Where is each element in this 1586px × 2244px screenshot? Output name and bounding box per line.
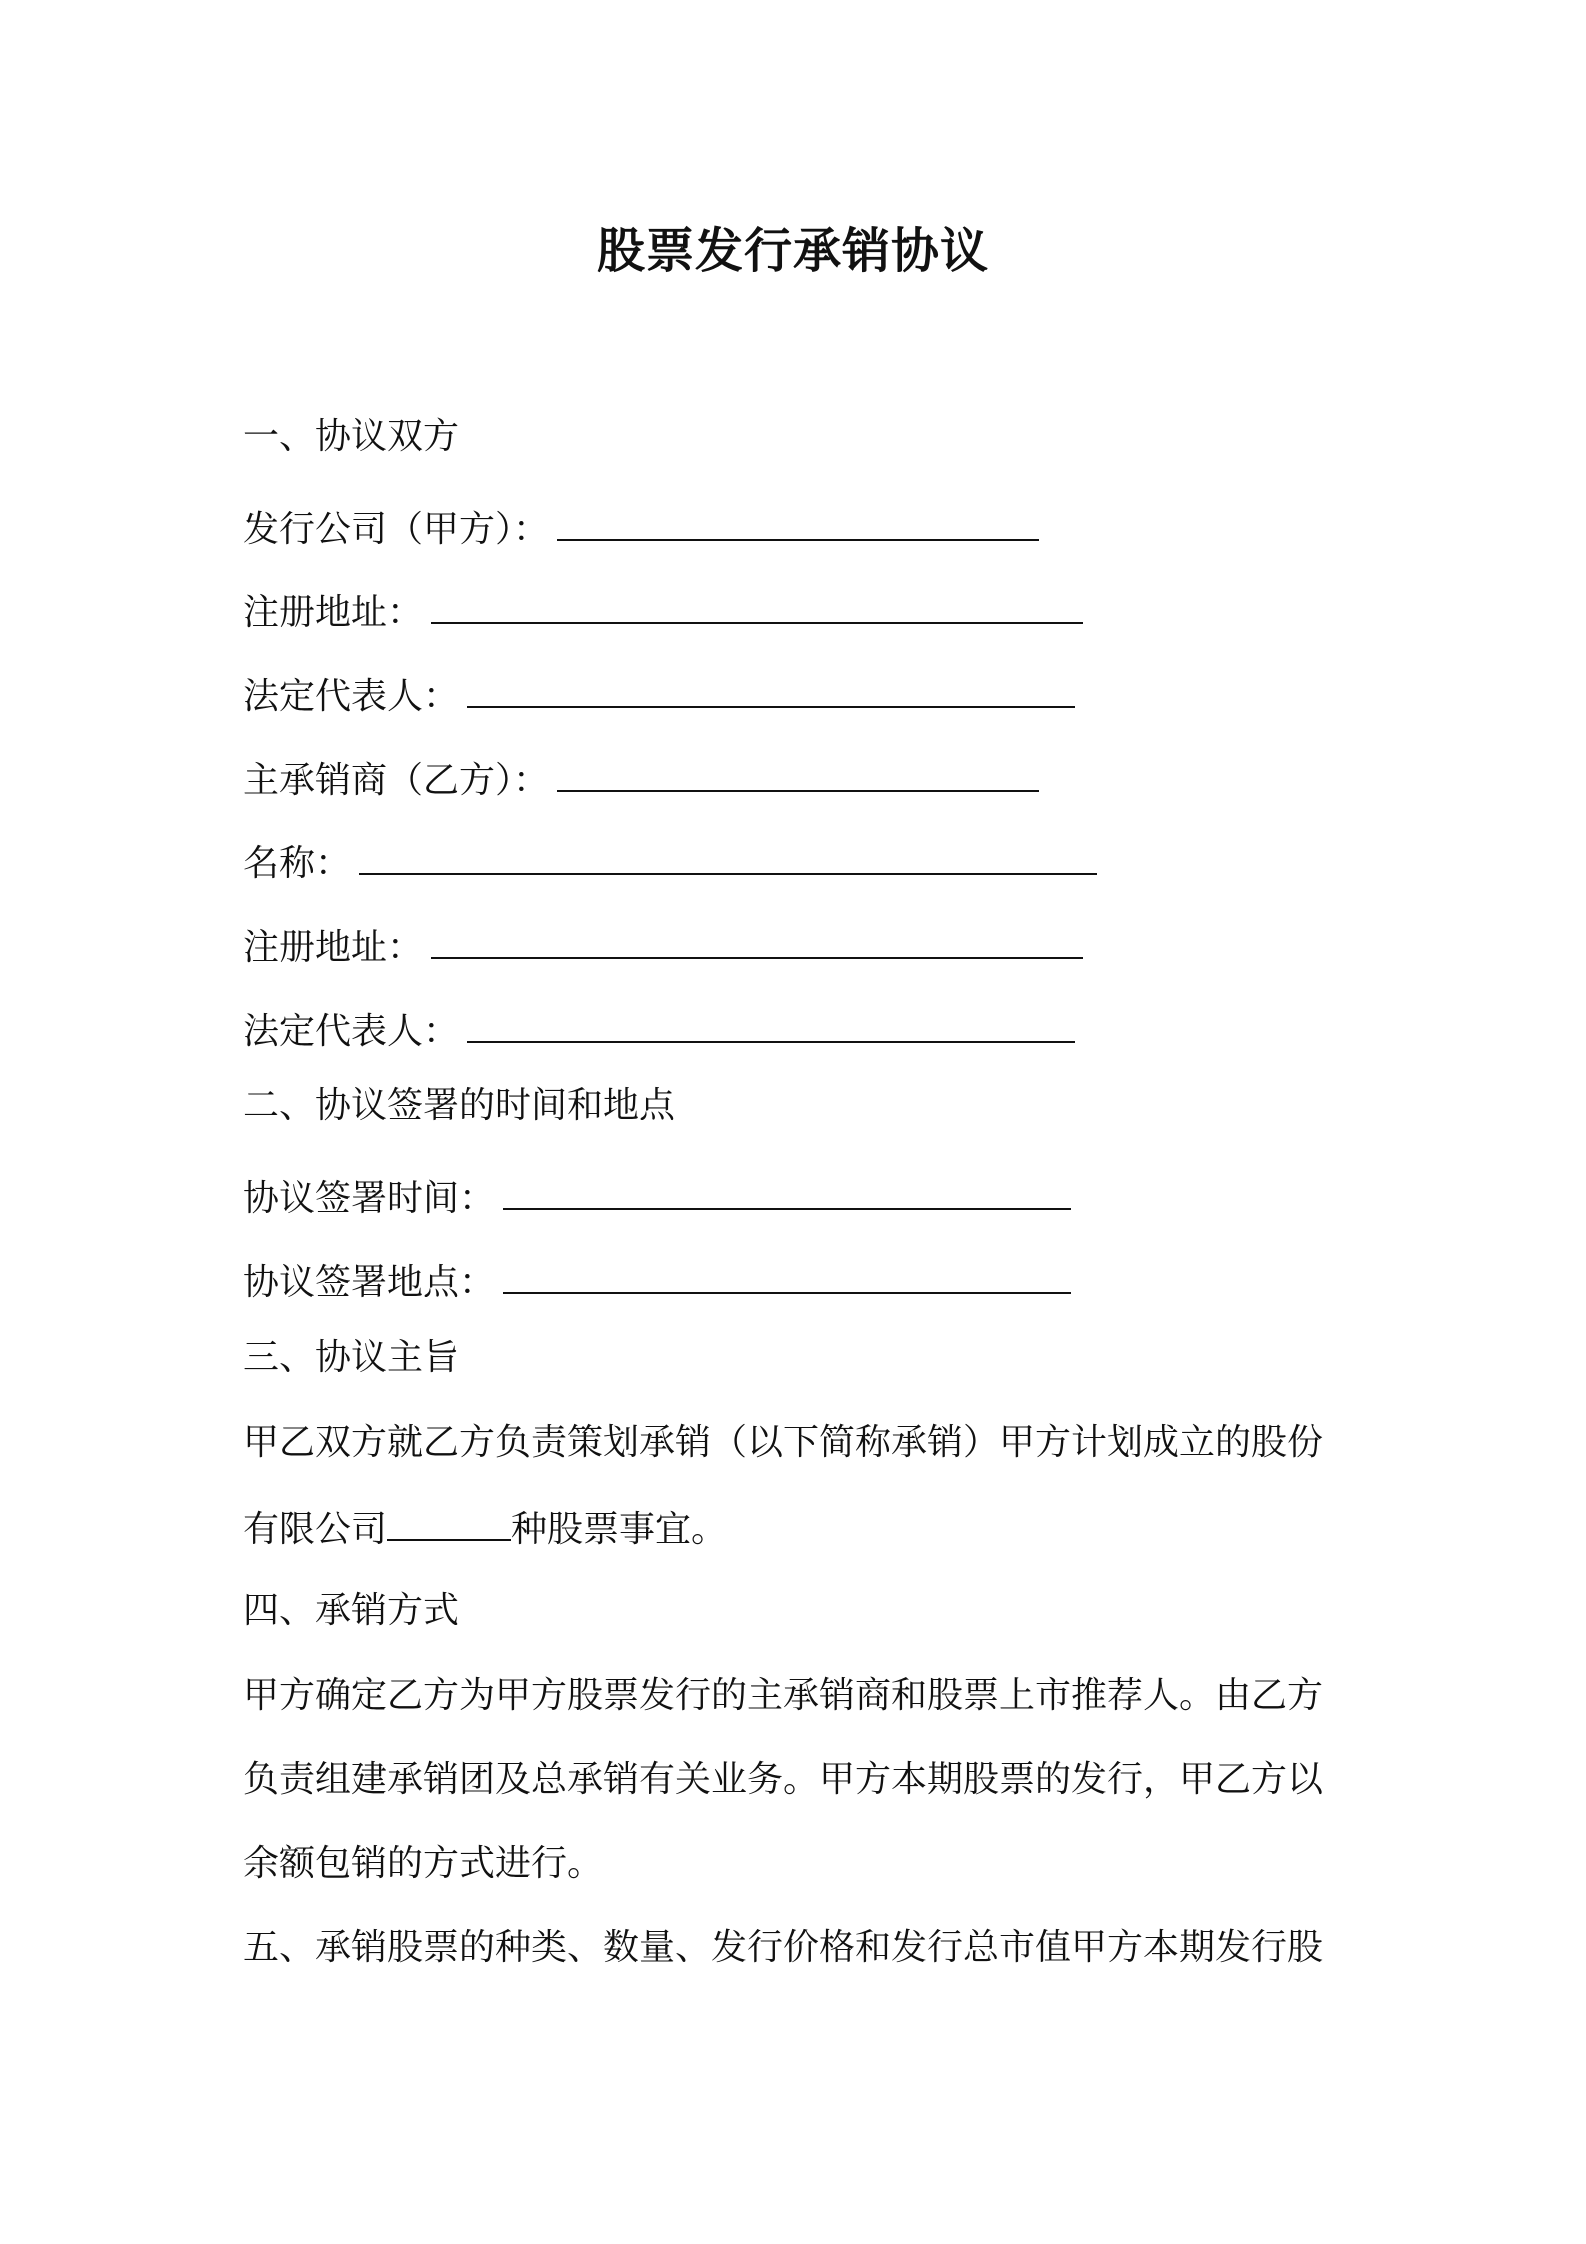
section-heading-method: 四、承销方式: [243, 1590, 460, 1631]
issuer-row: [243, 505, 1039, 552]
stock-type-blank[interactable]: [387, 1505, 511, 1541]
signing-time-blank[interactable]: [503, 1174, 1071, 1210]
section-heading-purpose: 三、协议主旨: [243, 1337, 460, 1378]
issuer-rep-row: [243, 672, 1075, 719]
signing-time-label: 协议签署时间：: [243, 1178, 496, 1219]
purpose-line-2: [243, 1505, 727, 1552]
underwriter-name-blank[interactable]: [359, 839, 1097, 875]
signing-place-row: [243, 1258, 1071, 1305]
issuer-rep-blank[interactable]: [467, 672, 1075, 708]
signing-time-row: [243, 1174, 1071, 1221]
method-line-3: 余额包销的方式进行。: [243, 1843, 604, 1884]
section-heading-parties: 一、协议双方: [243, 416, 460, 457]
issuer-address-row: [243, 588, 1083, 635]
issuer-address-label: 注册地址：: [243, 592, 424, 633]
underwriter-rep-row: [243, 1007, 1075, 1054]
underwriter-address-blank[interactable]: [431, 923, 1083, 959]
issuer-label: 发行公司（甲方）：: [243, 509, 550, 550]
underwriter-rep-blank[interactable]: [467, 1007, 1075, 1043]
issuer-rep-label: 法定代表人：: [243, 676, 460, 717]
underwriter-row: [243, 756, 1039, 803]
section-heading-stock-details: 五、承销股票的种类、数量、发行价格和发行总市值甲方本期发行股: [243, 1927, 1324, 1968]
method-line-1: 甲方确定乙方为甲方股票发行的主承销商和股票上市推荐人。由乙方: [243, 1675, 1324, 1716]
document-title: 股票发行承销协议: [596, 223, 989, 279]
method-line-2: 负责组建承销团及总承销有关业务。甲方本期股票的发行，甲乙方以: [243, 1759, 1324, 1800]
purpose-line-1: 甲乙双方就乙方负责策划承销（以下简称承销）甲方计划成立的股份: [243, 1422, 1324, 1463]
underwriter-label: 主承销商（乙方）：: [243, 760, 550, 801]
underwriter-address-row: [243, 923, 1083, 970]
purpose-line-2-suffix: 种股票事宜。: [511, 1509, 728, 1550]
signing-place-label: 协议签署地点：: [243, 1262, 496, 1303]
underwriter-address-label: 注册地址：: [243, 927, 424, 968]
underwriter-blank[interactable]: [557, 756, 1039, 792]
section-heading-signing: 二、协议签署的时间和地点: [243, 1085, 676, 1126]
purpose-line-2-prefix: 有限公司: [243, 1509, 388, 1550]
issuer-blank[interactable]: [557, 505, 1039, 541]
underwriter-name-row: [243, 839, 1097, 886]
underwriter-name-label: 名称：: [243, 843, 352, 884]
underwriter-rep-label: 法定代表人：: [243, 1011, 460, 1052]
signing-place-blank[interactable]: [503, 1258, 1071, 1294]
issuer-address-blank[interactable]: [431, 588, 1083, 624]
